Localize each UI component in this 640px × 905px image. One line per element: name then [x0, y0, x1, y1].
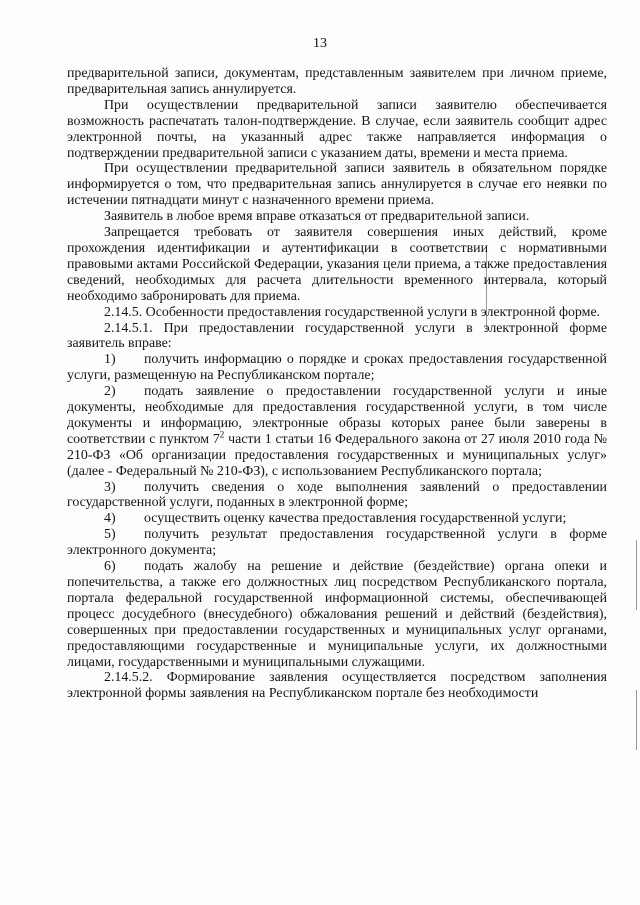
paragraph: Запрещается требовать от заявителя совершения иных действий, кроме прохождения идентификации и аутентификации в соответствии с нормативными правовыми актами Российской Федерации, указания цели приема, а также предоставления сведений, необходимых для расчета длительности временного интервала, который необходимо забронировать для приема.: [67, 225, 607, 304]
list-number: 4): [104, 511, 116, 527]
list-item: [67, 480, 607, 512]
list-item: [67, 527, 607, 559]
paragraph: 2.14.5.1. При предоставлении государственной услуги в электронной форме заявитель вправе:: [67, 320, 607, 352]
list-number: 2): [104, 384, 116, 400]
list-item: [67, 511, 607, 527]
list-item: [67, 559, 607, 670]
superscript: 2: [219, 429, 225, 440]
list-number: 6): [104, 559, 116, 575]
list-item: [67, 352, 607, 384]
list-number: 3): [104, 479, 116, 495]
list-number: 1): [104, 352, 116, 368]
scan-artifact-line: [636, 690, 637, 750]
list-text: получить сведения о ходе выполнения заявлений о предоставлении государственной услуги, поданных в электронной форме;: [67, 479, 607, 511]
list-text: подать заявление о предоставлении государственной услуги и иные документы, необходимые для предоставления государственной услуги, в том числе документы и информацию, электронные образы которых ранее были заверены в соответствии с пунктом 7: [67, 384, 607, 447]
paragraph: При осуществлении предварительной записи заявитель в обязательном порядке информируется о том, что предварительная запись аннулируется в случае его неявки по истечении пятнадцати минут с назначенного времени приема.: [67, 161, 607, 209]
list-text: части 1 статьи 16 Федерального закона от 27 июля 2010 года № 210-ФЗ «Об организации предоставления государственных и муниципальных услуг» (далее - Федеральный № 210-ФЗ), с использованием Республиканского портала;: [67, 431, 607, 479]
list-number: 5): [104, 527, 116, 543]
paragraph: 2.14.5.2. Формирование заявления осуществляется посредством заполнения электронной формы заявления на Республиканском портале без необходимости: [67, 670, 607, 702]
paragraph: предварительной записи, документам, представленным заявителем при личном приеме, предварительная запись аннулируется.: [67, 66, 607, 97]
scan-artifact-line: [636, 540, 637, 610]
list-text: получить результат предоставления государственной услуги в форме электронного документа;: [67, 527, 607, 559]
paragraph: При осуществлении предварительной записи заявителю обеспечивается возможность распечатать талон-подтверждение. В случае, если заявитель сообщит адрес электронной почты, на указанный адрес также направляется информация о подтверждении предварительной записи с указанием даты, времени и места приема.: [67, 97, 607, 161]
list-text: осуществить оценку качества предоставления государственной услуги;: [144, 511, 567, 527]
paragraph: Заявитель в любое время вправе отказаться от предварительной записи.: [104, 209, 530, 225]
section-heading: 2.14.5. Особенности предоставления государственной услуги в электронной форме.: [104, 304, 601, 320]
list-text: подать жалобу на решение и действие (бездействие) органа опеки и попечительства, а также его должностных лиц посредством Республиканского портала, портала федеральной государственной информационной системы, обеспечивающей процесс досудебного (внесудебного) обжалования решений и действий (бездействия), совершенных при предоставлении государственных и муниципальных услуг органами, предоставляющими государственные и муниципальные услуги, их должностными лицами, государственными и муниципальными служащими.: [67, 559, 607, 670]
list-item: [67, 384, 607, 479]
page-number: 13: [313, 36, 327, 51]
list-text: получить информацию о порядке и сроках предоставления государственной услуги, размещенную на Республиканском портале;: [67, 352, 607, 384]
document-body: [67, 66, 607, 702]
